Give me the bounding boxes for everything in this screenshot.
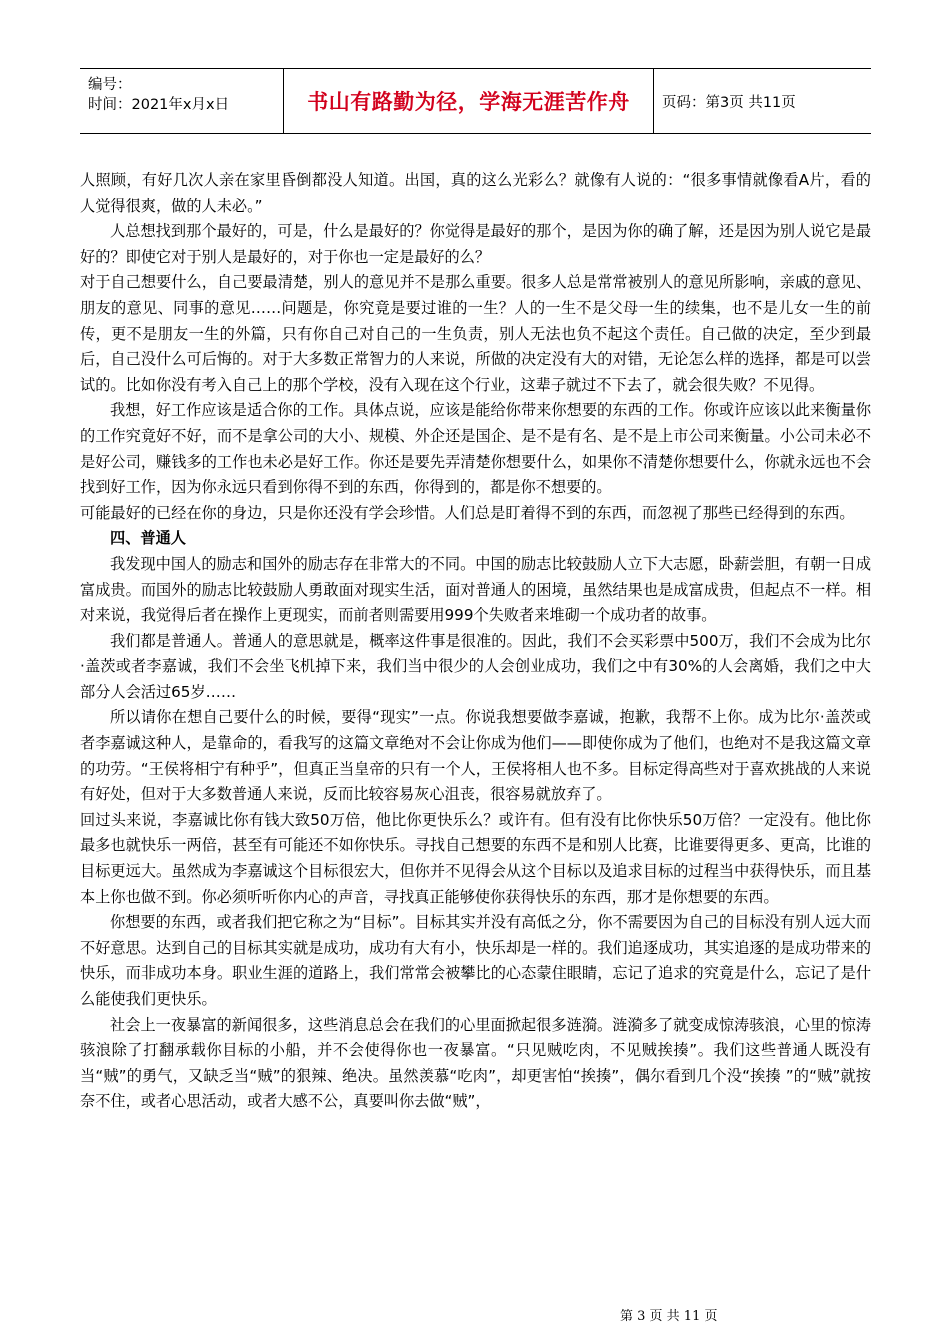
header-page-info: 页码：第3页 共11页 xyxy=(662,94,796,111)
section-heading: 四、普通人 xyxy=(110,529,186,548)
body-paragraph: 对于自己想要什么，自己要最清楚，别人的意见并不是那么重要。很多人总是常常被别人的意见所影响，亲戚的意见、朋友的意见、同事的意见……问题是，你究竟是要过谁的一生？人的一生不是父母一生的续集，也不是儿女一生的前传，更不是朋友一生的外篇，只有你自己对自己的一生负责，别人无法也负不起这个责任。自己做的决定，至少到最后，自己没什么可后悔的。对于大多数正常智力的人来说，所做的决定没有大的对错，无论怎么样的选择，都是可以尝试的。比如你没有考入自己上的那个学校，没有入现在这个行业，这辈子就过不下去了，就会很失败？不见得。 xyxy=(80,273,871,394)
document-body xyxy=(80,168,871,1115)
body-paragraph: 我发现中国人的励志和国外的励志存在非常大的不同。中国的励志比较鼓励人立下大志愿，卧薪尝胆，有朝一日成富成贵。而国外的励志比较鼓励人勇敢面对现实生活，面对普通人的困境，虽然结果也是成富成贵，但起点不一样。相对来说，我觉得后者在操作上更现实，而前者则需要用999个失败者来堆砌一个成功者的故事。 xyxy=(80,554,871,625)
body-paragraph: 社会上一夜暴富的新闻很多，这些消息总会在我们的心里面掀起很多涟漪。涟漪多了就变成惊涛骇浪，心里的惊涛骇浪除了打翻承载你目标的小船，并不会使得你也一夜暴富。“只见贼吃肉，不见贼挨揍”。我们这些普通人既没有当“贼”的勇气，又缺乏当“贼”的狠辣、绝决。虽然羡慕“吃肉”，却更害怕“挨揍”，偶尔看到几个没“挨揍 ”的“贼”就按奈不住，或者心思活动，或者大感不公，真要叫你去做“贼”， xyxy=(80,1015,871,1111)
document-number-label: 编号： xyxy=(88,77,132,93)
page-footer xyxy=(620,1305,717,1324)
page-header xyxy=(80,68,871,134)
header-motto: 书山有路勤为径，学海无涯苦作舟 xyxy=(307,90,630,114)
body-paragraph: 所以请你在想自己要什么的时候，要得“现实”一点。你说我想要做李嘉诚，抱歉，我帮不上你。成为比尔·盖茨或者李嘉诚这种人，是靠命的，看我写的这篇文章绝对不会让你成为他们——即使你成为了他们，也绝对不是我这篇文章的功劳。“王侯将相宁有种乎”，但真正当皇帝的只有一个人，王侯将相人也不多。目标定得高些对于喜欢挑战的人来说有好处，但对于大多数普通人来说，反而比较容易灰心沮丧，很容易就放弃了。 xyxy=(80,708,871,804)
header-motto-cell xyxy=(283,69,654,133)
header-meta xyxy=(80,69,283,133)
header-page-info-cell xyxy=(654,69,871,133)
document-time-label: 时间：2021年x月x日 xyxy=(88,97,230,113)
footer-page-number: 第 3 页 共 11 页 xyxy=(620,1309,718,1324)
body-paragraph: 你想要的东西，或者我们把它称之为“目标”。目标其实并没有高低之分，你不需要因为自己的目标没有别人远大而不好意思。达到自己的目标其实就是成功，成功有大有小，快乐却是一样的。我们追逐成功，其实追逐的是成功带来的快乐，而非成功本身。职业生涯的道路上，我们常常会被攀比的心态蒙住眼睛，忘记了追求的究竟是什么，忘记了是什么能使我们更快乐。 xyxy=(80,913,871,1008)
body-paragraph: 回过头来说，李嘉诚比你有钱大致50万倍，他比你更快乐么？或许有。但有没有比你快乐50万倍？一定没有。他比你最多也就快乐一两倍，甚至有可能还不如你快乐。寻找自己想要的东西不是和别人比赛，比谁要得更多、更高，比谁的目标更远大。虽然成为李嘉诚这个目标很宏大，但你并不见得会从这个目标以及追求目标的过程当中获得快乐，而且基本上你也做不到。你必须听听你内心的声音，寻找真正能够使你获得快乐的东西，那才是你想要的东西。 xyxy=(80,810,871,906)
body-paragraph: 人照顾，有好几次人亲在家里昏倒都没人知道。出国，真的这么光彩么？就像有人说的：“很多事情就像看A片，看的人觉得很爽，做的人未必。” xyxy=(80,171,871,215)
body-paragraph: 可能最好的已经在你的身边，只是你还没有学会珍惜。人们总是盯着得不到的东西，而忽视了那些已经得到的东西。 xyxy=(80,503,855,522)
body-paragraph: 人总想找到那个最好的，可是，什么是最好的？你觉得是最好的那个，是因为你的确了解，还是因为别人说它是最好的？即使它对于别人是最好的，对于你也一定是最好的么？ xyxy=(80,222,871,266)
body-paragraph: 我想，好工作应该是适合你的工作。具体点说，应该是能给你带来你想要的东西的工作。你或许应该以此来衡量你的工作究竟好不好，而不是拿公司的大小、规模、外企还是国企、是不是有名、是不是上市公司来衡量。小公司未必不是好公司，赚钱多的工作也未必是好工作。你还是要先弄清楚你想要什么，如果你不清楚你想要什么，你就永远也不会找到好工作，因为你永远只看到你得不到的东西，你得到的，都是你不想要的。 xyxy=(80,401,871,497)
body-paragraph: 我们都是普通人。普通人的意思就是，概率这件事是很准的。因此，我们不会买彩票中500万，我们不会成为比尔·盖茨或者李嘉诚，我们不会坐飞机掉下来，我们当中很少的人会创业成功，我们之中有30%的人会离婚，我们之中大部分人会活过65岁…… xyxy=(80,631,871,701)
